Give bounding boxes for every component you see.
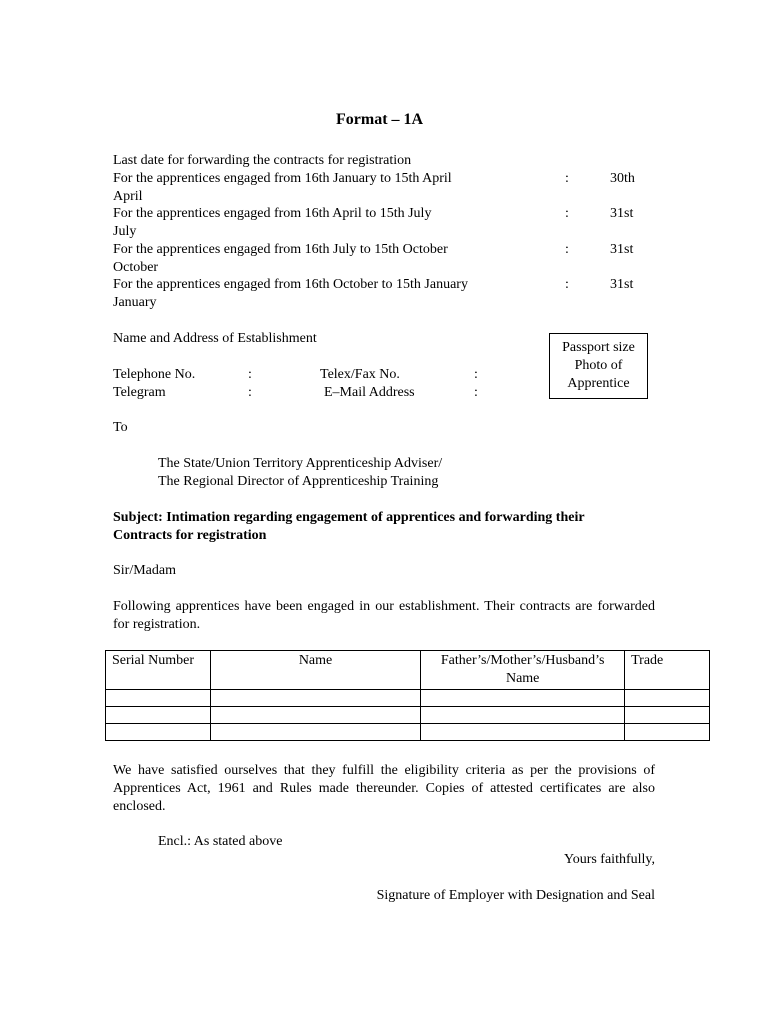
page-title: Format – 1A [336,111,424,128]
table-cell[interactable] [210,707,420,724]
subject-line: Contracts for registration [113,528,267,543]
deadline-row-colon: : [565,242,569,257]
table-cell[interactable] [421,690,625,707]
passport-photo-box [549,333,648,399]
telegram-colon: : [248,385,252,400]
photo-box-line: Passport size [562,340,635,355]
table-cell[interactable] [421,707,625,724]
closing: Yours faithfully, [563,852,655,867]
header-parent-name: Father’s/Mother’s/Husband’s Name [421,651,625,690]
header-serial-number: Serial Number [106,651,211,690]
apprentice-table [105,650,710,741]
telephone-colon: : [248,367,252,382]
email-label: E–Mail Address [324,385,415,400]
table-cell[interactable] [210,724,420,741]
eligibility-paragraph: We have satisfied ourselves that they fulfill the eligibility criteria as per the provisions of Apprentices Act, 1961 and Rules made thereunder. Copies of attested certificates are also enclosed. [113,763,655,814]
deadline-row-date-day: 31st [610,277,634,292]
photo-box-line: Photo of [574,358,623,373]
deadline-row-date-day: 30th [610,171,635,186]
intro-paragraph: Following apprentices have been engaged in our establishment. Their contracts are forwarded for registration. [113,599,655,632]
photo-box-line: Apprentice [567,376,630,391]
table-row [106,724,710,741]
table-header-row [106,651,710,690]
fax-label: Telex/Fax No. [320,367,400,382]
deadlines-intro: Last date for forwarding the contracts for registration [113,153,412,168]
telephone-label: Telephone No. [113,367,196,382]
table-cell[interactable] [625,724,710,741]
header-trade: Trade [625,651,710,690]
deadline-row-date-day: 31st [610,242,634,257]
telegram-label: Telegram [113,385,166,400]
table-cell[interactable] [210,690,420,707]
deadline-row-text: For the apprentices engaged from 16th July to 15th October [113,242,448,257]
deadline-row-date-day: 31st [610,206,634,221]
table-cell[interactable] [625,707,710,724]
enclosure-note: Encl.: As stated above [158,834,283,849]
deadline-row-colon: : [565,171,569,186]
addressee-line: The State/Union Territory Apprenticeship Adviser/ [158,456,443,471]
table-cell[interactable] [625,690,710,707]
deadline-row-text: For the apprentices engaged from 16th October to 15th January [113,277,468,292]
deadline-row-date-month: July [113,224,137,239]
table-cell[interactable] [421,724,625,741]
subject-line: Subject: Intimation regarding engagement of apprentices and forwarding their [113,510,585,525]
table-row [106,690,710,707]
addressee-line: The Regional Director of Apprenticeship Training [158,474,439,489]
email-colon: : [474,385,478,400]
signature-line: Signature of Employer with Designation and Seal [376,888,655,903]
deadline-row-date-month: January [113,295,157,310]
deadline-row-date-month: October [113,260,159,275]
deadline-row-colon: : [565,277,569,292]
table-cell[interactable] [106,707,211,724]
fax-colon: : [474,367,478,382]
header-name: Name [210,651,420,690]
deadline-row-date-month: April [113,189,143,204]
deadline-row-colon: : [565,206,569,221]
table-cell[interactable] [106,724,211,741]
establishment-label: Name and Address of Establishment [113,331,317,346]
to-label: To [113,420,128,435]
deadline-row-text: For the apprentices engaged from 16th April to 15th July [113,206,432,221]
deadline-row-text: For the apprentices engaged from 16th January to 15th April [113,171,452,186]
table-row [106,707,710,724]
table-cell[interactable] [106,690,211,707]
salutation: Sir/Madam [113,563,176,578]
